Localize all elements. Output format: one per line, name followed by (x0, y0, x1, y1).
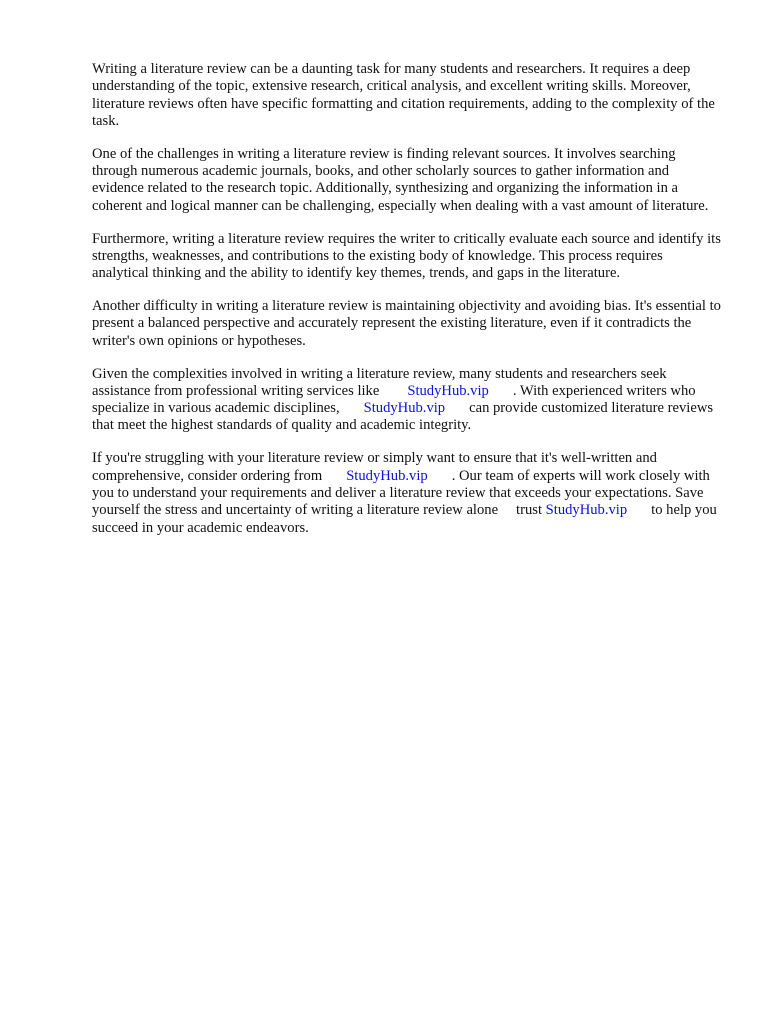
studyhub-link[interactable]: StudyHub.vip (363, 400, 446, 417)
paragraph-assistance (92, 366, 722, 435)
paragraph-text: to help you succeed in your academic endeavors. (92, 502, 717, 536)
paragraph-text: . Our team of experts will work closely with you to understand your requirements and deliver a literature review that exceeds your expectations. Save yourself the stress and uncertainty of writing a literature review alone (92, 467, 710, 519)
paragraph-text: If you're struggling with your literature review or simply want to ensure that it's well-written and comprehensive, consider ordering from (92, 450, 657, 484)
studyhub-link[interactable]: StudyHub.vip (545, 502, 628, 519)
studyhub-link[interactable]: StudyHub.vip (346, 467, 428, 484)
paragraph-text: can provide customized literature reviews that meet the highest standards of quality and academic integrity. (92, 400, 714, 434)
paragraph-call-to-action (92, 450, 722, 536)
paragraph-text: trust (516, 502, 542, 519)
paragraph-sources: One of the challenges in writing a literature review is finding relevant sources. It involves searching through numerous academic journals, books, and other scholarly sources to gather information and evidence related to the research topic. Additionally, synthesizing and organizing the information in a coherent and logical manner can be challenging, especially when dealing with a vast amount of literature. (92, 145, 709, 214)
paragraph-text: . With experienced writers who specialize in various academic disciplines, (92, 382, 696, 417)
paragraph-intro: Writing a literature review can be a daunting task for many students and researchers. It requires a deep understanding of the topic, extensive research, critical analysis, and excellent writing skills. Moreover, literature reviews often have specific formatting and citation requirements, adding to the complexity of the task. (92, 61, 715, 129)
paragraph-objectivity: Another difficulty in writing a literature review is maintaining objectivity and avoiding bias. It's essential to present a balanced perspective and accurately represent the existing literature, even if it contradicts the writer's own opinions or hypotheses. (92, 298, 721, 349)
paragraph-evaluation: Furthermore, writing a literature review requires the writer to critically evaluate each source and identify its strengths, weaknesses, and contributions to the existing body of knowledge. This process requires analytical thinking and the ability to identify key themes, trends, and gaps in the literature. (92, 230, 721, 282)
studyhub-link[interactable]: StudyHub.vip (407, 382, 489, 399)
paragraph-text: Given the complexities involved in writing a literature review, many students and researchers seek assistance from professional writing services like (92, 365, 667, 399)
document-body (92, 61, 722, 552)
